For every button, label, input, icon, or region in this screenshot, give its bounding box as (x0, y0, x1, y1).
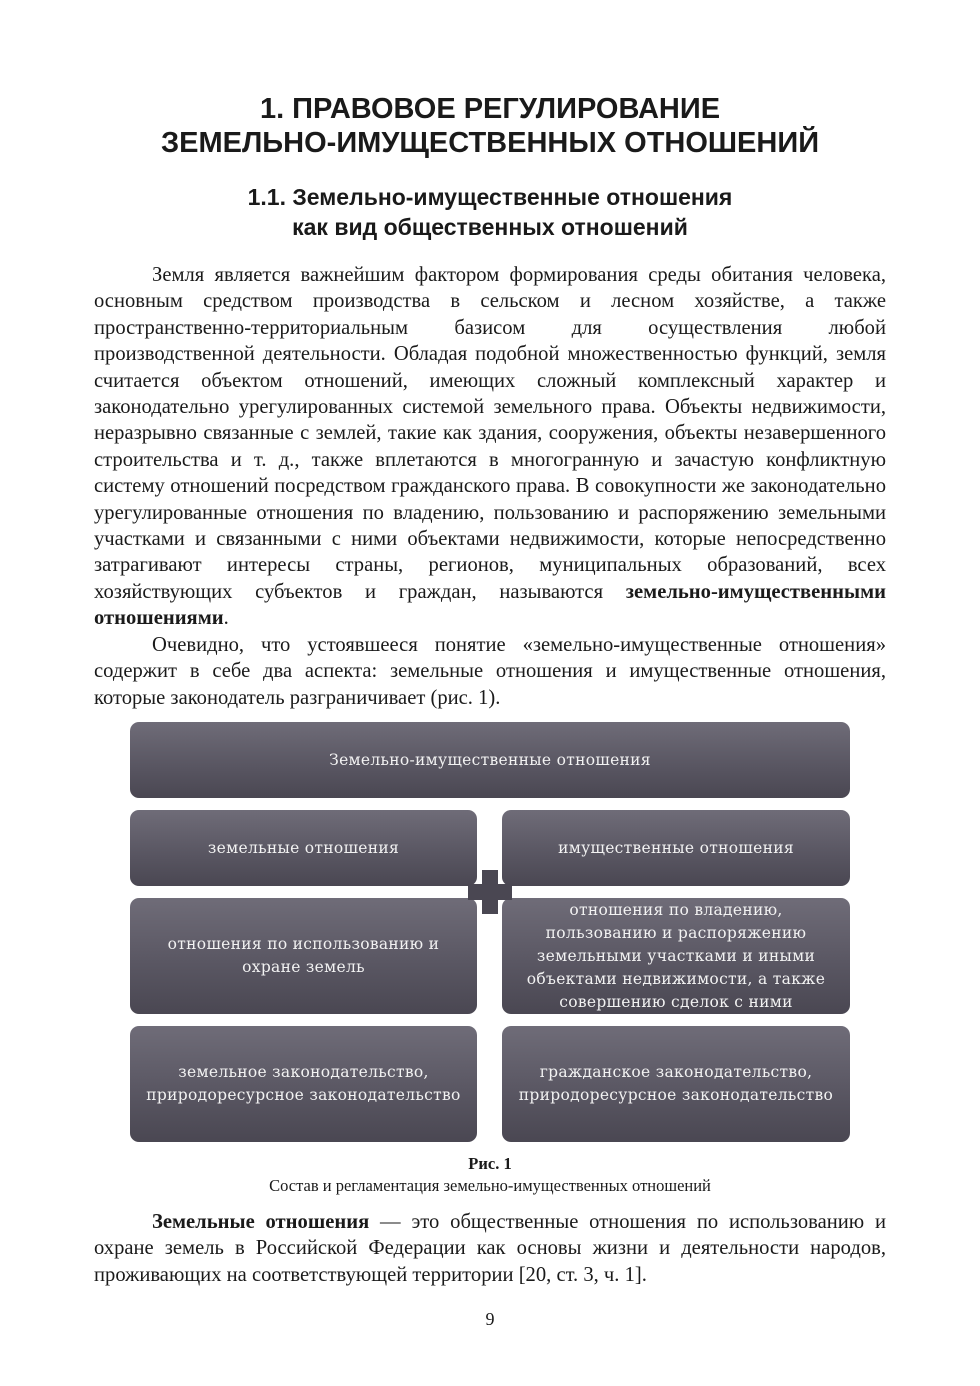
paragraph-1 (94, 262, 886, 632)
diagram-top-box: Земельно-имущественные отношения (130, 722, 850, 798)
paragraph-1-term: земельно-имущественными отношениями (94, 580, 886, 630)
figure-caption-text: Состав и регламентация земельно-имущественных отношений (269, 1176, 711, 1195)
section-heading (0, 182, 980, 242)
paragraph-3 (94, 1209, 886, 1288)
page-number: 9 (485, 1309, 495, 1329)
paragraph-3-term: Земельные отношения (152, 1211, 370, 1233)
diagram-civil-law-box: гражданское законодательство, природоресурсное законодательство (502, 1026, 850, 1142)
section-heading-line1: 1.1. Земельно-имущественные отношения (247, 184, 733, 210)
paragraph-3-text: — это общественные отношения по использованию и охране земель в Российской Федерации как основы жизни и деятельности народов, проживающих на соответствующей территории [20, ст. 3, ч. 1]. (94, 1211, 886, 1286)
diagram-land-relations-box: земельные отношения (130, 810, 477, 886)
chapter-heading-line1: 1. ПРАВОВОЕ РЕГУЛИРОВАНИЕ (259, 93, 721, 125)
diagram-land-law-box: земельное законодательство, природоресурсное законодательство (130, 1026, 477, 1142)
body-text-top (94, 262, 886, 711)
paragraph-2: Очевидно, что устоявшееся понятие «земельно-имущественные отношения» содержит в себе два аспекта: земельные отношения и имущественные отношения, которые законодатель разграничивает (рис. 1). (94, 633, 886, 709)
section-heading-line2: как вид общественных отношений (292, 214, 688, 240)
paragraph-1-end: . (223, 607, 229, 630)
diagram-ownership-box: отношения по владению, пользованию и распоряжению земельными участками и иными объектами недвижимости, а также совершению сделок с ними (502, 898, 850, 1014)
paragraph-1-text: Земля является важнейшим фактором формирования среды обитания человека, основным средством производства в сельском и лесном хозяйстве, а также пространственно-территориальным базисом для осуществления любой производственной деятельности. Обладая подобной множественностью функций, земля считается объектом отношений, имеющих сложный комплексный характер и законодательно урегулированных системой земельного права. Объекты недвижимости, неразрывно связанные с землей, такие как здания, сооружения, объекты незавершенного строительства и т. д., также вплетаются в многогранную и зачастую конфликтную систему отношений посредством гражданского права. В совокупности же законодательно урегулированные отношения по владению, пользованию и распоряжению земельными участками и связанными с ними объектами недвижимости, которые непосредственно затрагивают интересы страны, регионов, муниципальных образований, всех хозяйствующих субъектов и граждан, называются (94, 264, 886, 603)
chapter-heading-line2: ЗЕМЕЛЬНО-ИМУЩЕСТВЕННЫХ ОТНОШЕНИЙ (160, 127, 820, 159)
diagram-property-relations-box: имущественные отношения (502, 810, 850, 886)
diagram-land-use-box: отношения по использованию и охране земель (130, 898, 477, 1014)
figure-caption-title: Рис. 1 (468, 1154, 512, 1173)
body-text-bottom (94, 1209, 886, 1288)
chapter-heading (0, 92, 980, 160)
figure-diagram (130, 722, 850, 1142)
plus-icon-bar (468, 884, 512, 900)
